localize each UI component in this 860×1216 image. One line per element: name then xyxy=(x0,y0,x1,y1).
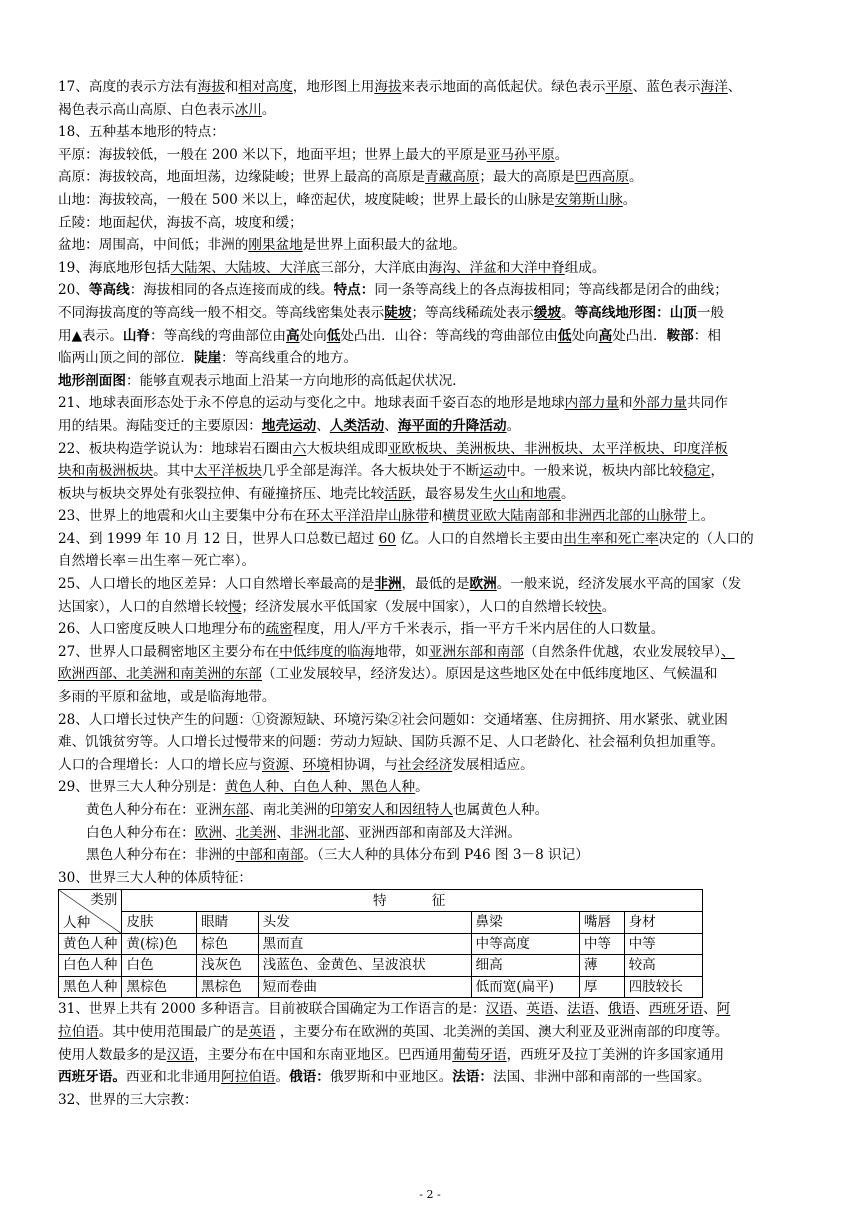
text-line xyxy=(58,1021,803,1044)
underlined-term: 中低纬度的临海 xyxy=(279,643,375,660)
text-line xyxy=(58,1066,803,1089)
text-segment: 决定的（人口的 xyxy=(658,530,754,547)
text-segment: 丘陵：地面起伏，海拔不高，坡度和缓； xyxy=(58,214,303,231)
underlined-term: 地壳运动 xyxy=(261,417,317,434)
text-line xyxy=(58,641,803,664)
text-line xyxy=(58,505,803,528)
underlined-term: 印第安人和因纽特人 xyxy=(330,802,454,818)
text-line xyxy=(58,99,803,122)
text-segment: 、 xyxy=(316,417,330,434)
underlined-term: 运动 xyxy=(479,463,507,480)
text-segment: 、南北美洲的 xyxy=(249,802,331,818)
text-segment: 发展相适应。 xyxy=(452,756,534,773)
table-cell: 低而宽(扁平) xyxy=(471,976,579,998)
corner-bottom-label: 人种 xyxy=(63,914,91,931)
underlined-term: 亚马孙平原 xyxy=(486,146,555,163)
text-line xyxy=(58,325,803,348)
table-cell: 黑棕色 xyxy=(197,976,259,998)
underlined-term: 低 xyxy=(557,327,572,344)
text-segment: 处凸出． xyxy=(612,327,667,344)
underlined-term: 亚洲东部和南部 xyxy=(428,643,524,660)
text-segment: 20、 xyxy=(58,282,89,299)
text-line xyxy=(58,867,803,890)
text-line xyxy=(58,234,803,257)
text-segment: 30、世界三大人种的体质特征： xyxy=(58,869,253,886)
text-segment: 。 xyxy=(554,146,569,163)
text-segment: 不同海拔高度的等高线一般不相交。等高线密集处表示 xyxy=(58,304,385,321)
underlined-term: 阿 xyxy=(716,1001,731,1018)
underlined-term: 块和南极洲板块 xyxy=(58,463,154,480)
text-segment: ：能够直观表示地面上沿某一方向地形的高低起伏状况． xyxy=(125,372,466,389)
text-line xyxy=(58,415,803,438)
text-segment: 、 xyxy=(289,756,303,773)
page-number: - 2 - xyxy=(419,1188,441,1201)
text-line xyxy=(58,731,803,754)
underlined-term: 出生率和死亡率 xyxy=(563,530,659,547)
text-segment: 一般 xyxy=(696,304,725,321)
underlined-term: 人类活动 xyxy=(329,417,385,434)
underlined-term: 北美洲 xyxy=(235,824,277,841)
text-segment: 、 xyxy=(276,824,290,841)
text-segment: 地带，如 xyxy=(374,643,429,660)
text-segment: 板块与板块交界处有张裂拉伸、有碰撞挤压、地壳比较 xyxy=(58,485,385,502)
underlined-term: 横贯亚欧大陆南部和非洲西北部的山脉带 xyxy=(442,508,688,525)
table-row xyxy=(59,933,703,955)
race-traits-table xyxy=(58,889,703,998)
text-segment: 。 xyxy=(628,169,643,186)
table-row-header: 白色人种 xyxy=(59,955,122,977)
text-segment: 19、海底地形包括 xyxy=(58,259,171,276)
text-segment: 24、到 1999 年 10 月 12 日，世界人口总数已超过 xyxy=(58,530,379,547)
text-line xyxy=(58,799,803,822)
table-cell: 中等 xyxy=(579,933,624,955)
underlined-term: 青藏高原 xyxy=(425,169,480,186)
text-segment: 褐色表示高山高原、白色表示 xyxy=(58,101,235,118)
text-segment: 相协调，与 xyxy=(329,756,398,773)
text-line xyxy=(58,998,803,1021)
table-column-header: 鼻梁 xyxy=(471,911,579,933)
table-cell: 棕色 xyxy=(197,933,259,955)
underlined-term: 环太平洋沿岸山脉带 xyxy=(306,508,429,525)
underlined-term: 欧洲 xyxy=(469,576,497,593)
underlined-term: 西班牙语 xyxy=(648,1001,704,1018)
text-segment: 、亚洲西部和南部及大洋洲。 xyxy=(344,824,521,841)
text-segment: ，最低的是 xyxy=(401,576,470,593)
text-segment: 25、人口增长的地区差异：人口自然增长率最高的是 xyxy=(58,576,375,593)
text-block-after-table xyxy=(58,998,803,1111)
underlined-term: 海拔 xyxy=(197,79,225,95)
underlined-term: 社会经济 xyxy=(397,756,453,773)
text-segment: 白色人种分布在： xyxy=(86,824,195,841)
text-segment: 。 xyxy=(496,576,511,593)
underlined-term: 六 xyxy=(292,440,307,457)
underlined-term: 陡坡 xyxy=(384,304,412,321)
underlined-term: 资源 xyxy=(261,756,290,773)
underlined-term: 欧洲西部、北美洲和南美洲的东部 xyxy=(58,666,262,683)
text-segment: 来表示地面的高低起伏。绿色表示 xyxy=(401,79,606,95)
underlined-term: 海拔 xyxy=(374,79,402,95)
text-line xyxy=(58,573,803,596)
text-segment: 法国、非洲中部和南部的一些国家。 xyxy=(493,1069,711,1086)
text-segment: 22、板块构造学说认为：地球岩石圈由 xyxy=(58,440,293,457)
text-line xyxy=(58,1044,803,1067)
text-segment: ；经济发展水平低国家（发展中国家），人口的自然增长较 xyxy=(241,598,589,615)
text-segment: 亿。人口的自然增长主要由 xyxy=(395,530,564,547)
table-cell: 黑而直 xyxy=(258,933,471,955)
text-segment: 中。一般来说，板块内部比较 xyxy=(506,463,684,480)
text-segment: ， xyxy=(710,463,725,480)
bold-term: 陡崖 xyxy=(193,350,222,367)
text-segment: ，西班牙及拉丁美洲的许多国家通用 xyxy=(506,1046,725,1063)
text-segment: 处向 xyxy=(571,327,599,344)
underlined-term: 非洲 xyxy=(374,576,402,593)
underlined-term: 亚欧板块、美洲板块、非洲板块、太平洋板块、印度洋板 xyxy=(387,440,728,457)
text-segment: 也属黄色人种。 xyxy=(453,802,549,818)
text-segment: （自然条件优越，农业发展较早） xyxy=(523,643,721,660)
text-line xyxy=(58,483,803,506)
text-segment: 一般来说，经济发展水平高的国家（发 xyxy=(510,576,742,593)
text-segment: 和 xyxy=(224,79,239,95)
text-segment: 盆地：周围高，中间低；非洲的 xyxy=(58,237,249,254)
text-line xyxy=(58,279,803,302)
underlined-term: 慢 xyxy=(227,598,242,615)
text-segment: 和 xyxy=(619,395,633,412)
table-cell: 中等高度 xyxy=(471,933,579,955)
underlined-term: 非洲北部 xyxy=(289,824,345,841)
text-segment: 。 xyxy=(560,485,575,502)
table-cell: 细高 xyxy=(471,955,579,977)
underlined-term: 巴西高原 xyxy=(574,169,629,186)
underlined-term: 大陆架、大陆坡、大洋底 xyxy=(170,259,320,276)
text-segment: 平原：海拔较低，一般在 200 米以下，地面平坦；世界上最大的平原是 xyxy=(58,146,487,163)
text-line xyxy=(58,438,803,461)
underlined-term: 刚果盆地 xyxy=(248,237,303,254)
text-segment: ：等高线重合的地方。 xyxy=(221,350,358,367)
underlined-term: 法语 xyxy=(567,1001,595,1018)
text-line xyxy=(58,822,803,845)
underlined-term: 英语 xyxy=(248,1023,276,1040)
underlined-term: 太平洋板块 xyxy=(193,463,262,480)
text-segment: 大板块组成即 xyxy=(306,440,388,457)
underlined-term: 阿拉伯语 xyxy=(221,1069,276,1086)
text-segment: 临两山顶之间的部位． xyxy=(58,350,194,367)
table-subheader-row xyxy=(59,911,703,933)
text-segment: ，地形图上用 xyxy=(292,79,375,95)
underlined-term: 俄语 xyxy=(607,1001,636,1018)
underlined-term: 英语 xyxy=(526,1001,554,1018)
bold-term: 地形剖面图 xyxy=(58,372,126,389)
document-page xyxy=(58,76,803,1111)
text-segment: 31、世界上共有 2000 多种语言。目前被联合国确定为工作语言的是： xyxy=(58,1001,486,1018)
text-line xyxy=(58,121,803,144)
text-line xyxy=(58,189,803,212)
table-cell: 短而卷曲 xyxy=(258,976,471,998)
text-segment: 。 xyxy=(261,101,276,118)
text-line xyxy=(58,1089,803,1112)
text-segment: 。 xyxy=(560,304,575,321)
text-segment: 。（三大人种的具体分布到 P46 图 3－8 识记） xyxy=(303,847,589,864)
text-segment: 、蓝色表示 xyxy=(632,79,701,95)
bold-term: 等高线地形图：山顶 xyxy=(574,304,697,321)
text-segment: 使用人数最多的是 xyxy=(58,1046,167,1063)
underlined-term: 疏密 xyxy=(265,621,293,638)
underlined-term: 冰川 xyxy=(234,101,262,118)
table-row-header: 黄色人种 xyxy=(59,933,122,955)
text-line xyxy=(58,596,803,619)
text-line xyxy=(58,212,803,235)
text-segment: 。 xyxy=(622,191,637,208)
underlined-term: 火山和地震 xyxy=(493,485,561,502)
underlined-term: 高 xyxy=(598,327,613,344)
text-segment: 黑色人种分布在：非洲的 xyxy=(86,847,236,864)
text-segment: 处凸出．山谷：等高线的弯曲部位由 xyxy=(340,327,558,344)
underlined-term: 中部和南部 xyxy=(235,847,304,864)
underlined-term: 内部力量 xyxy=(564,395,620,412)
text-line xyxy=(58,844,803,867)
bold-term: 西班牙语。 xyxy=(58,1069,126,1086)
underlined-term: 海沟、洋盆和大洋中脊 xyxy=(428,259,565,276)
text-segment: 。 xyxy=(415,779,429,796)
table-cell: 白色 xyxy=(122,955,197,977)
corner-top-label: 类别 xyxy=(90,892,118,909)
text-segment: 黄色人种分布在：亚洲 xyxy=(86,802,222,818)
text-line xyxy=(58,392,803,415)
text-segment: 西亚和北非通用 xyxy=(125,1069,222,1086)
text-segment: 用▲表示。 xyxy=(58,327,123,344)
table-column-header: 头发 xyxy=(258,911,471,933)
underlined-term: 环境 xyxy=(302,756,330,773)
underlined-term: 低 xyxy=(326,327,341,344)
text-segment: 程度，用人/平方千米表示，指一平方千米内居住的人口数量。 xyxy=(292,621,665,638)
text-segment: （工业发展较早，经济发达）。原因是这些地区处在中低纬度地区、气候温和 xyxy=(261,666,718,683)
text-segment: 18、五种基本地形的特点： xyxy=(58,124,225,141)
underlined-term: 活跃 xyxy=(384,485,412,502)
text-segment: ，最容易发生 xyxy=(411,485,493,502)
text-segment: 三部分，大洋底由 xyxy=(320,259,429,276)
text-segment: 自然增长率＝出生率－死亡率）。 xyxy=(58,553,256,570)
text-segment: ：等高线的弯曲部位由 xyxy=(150,327,286,344)
table-cell: 四肢较长 xyxy=(624,976,702,998)
table-cell: 中等 xyxy=(624,933,702,955)
text-segment: 26、人口密度反映人口地理分布的 xyxy=(58,621,266,638)
text-line xyxy=(58,257,803,280)
text-line xyxy=(58,528,803,551)
table-cell: 黄(棕)色 xyxy=(122,933,197,955)
text-segment: 山地：海拔较高，一般在 500 米以上，峰峦起伏，坡度陡峻；世界上最长的山脉是 xyxy=(58,191,555,208)
text-segment: 32、世界的三大宗教： xyxy=(58,1091,198,1108)
text-segment: 、 xyxy=(727,79,742,95)
table-cell: 浅蓝色、金黄色、呈波浪状 xyxy=(258,955,471,977)
text-segment: 23、世界上的地震和火山主要集中分布在 xyxy=(58,508,307,525)
underlined-term: 安第斯山脉 xyxy=(554,191,623,208)
text-line xyxy=(58,776,803,799)
text-segment: 俄罗斯和中亚地区。 xyxy=(329,1069,453,1086)
table-row xyxy=(59,955,703,977)
text-line xyxy=(58,302,803,325)
text-segment: 同一条等高线上的各点海拔相同；等高线都是闭合的曲线； xyxy=(374,282,728,299)
table-group-header: 特 征 xyxy=(122,890,703,912)
bold-term: 法语： xyxy=(452,1069,493,1086)
text-segment: ：海拔相同的各点连接而成的线。 xyxy=(129,282,334,299)
text-segment: 27、世界人口最稠密地区主要分布在 xyxy=(58,643,280,660)
text-segment: 、 xyxy=(703,1001,717,1018)
table-column-header: 嘴唇 xyxy=(579,911,624,933)
bold-term: 鞍部 xyxy=(666,327,694,344)
table-cell: 较高 xyxy=(624,955,702,977)
text-segment: ，主要分布在中国和东南亚地区。巴西通用 xyxy=(193,1046,453,1063)
underlined-term: 海洋 xyxy=(700,79,728,95)
text-segment: 多雨的平原和盆地，或是临海地带。 xyxy=(58,689,276,706)
underlined-term: 快 xyxy=(588,598,602,615)
underlined-term: 海平面的升降活动 xyxy=(397,417,507,434)
text-segment: ；最大的高原是 xyxy=(479,169,575,186)
text-line xyxy=(58,709,803,732)
underlined-term: 东部 xyxy=(221,802,250,818)
text-line xyxy=(58,686,803,709)
text-segment: 。其中 xyxy=(153,463,194,480)
text-line xyxy=(58,76,803,99)
text-line xyxy=(58,166,803,189)
text-segment: 难、饥饿贫穷等。人口增长过慢带来的问题：劳动力短缺、国防兵源不足、人口老龄化、社会福利负担加重等。 xyxy=(58,734,725,751)
text-segment: 21、地球表面形态处于永不停息的运动与变化之中。地球表面千姿百态的地形是地球 xyxy=(58,395,565,412)
text-segment: 几乎全部是海洋。各大板块处于不断 xyxy=(261,463,480,480)
underlined-term: 汉语 xyxy=(485,1001,513,1018)
table-column-header: 身材 xyxy=(624,911,702,933)
text-segment: ：相 xyxy=(693,327,721,344)
text-segment: 用的结果。海陆变迁的主要原因： xyxy=(58,417,262,434)
table-cell: 厚 xyxy=(579,976,624,998)
text-segment: 。 xyxy=(275,1069,290,1086)
underlined-term: 葡萄牙语 xyxy=(452,1046,507,1063)
text-segment: 处向 xyxy=(299,327,327,344)
text-block-before-table xyxy=(58,76,803,889)
underlined-term: 外部力量 xyxy=(632,395,688,412)
text-line xyxy=(58,618,803,641)
table-corner-cell xyxy=(59,890,122,933)
text-segment: 17、高度的表示方法有 xyxy=(58,79,198,95)
text-segment: 人口的合理增长：人口的增长应与 xyxy=(58,756,262,773)
table-row xyxy=(59,976,703,998)
table-cell: 黑棕色 xyxy=(122,976,197,998)
text-segment: 上。 xyxy=(687,508,715,525)
table-cell: 浅灰色 xyxy=(197,955,259,977)
text-line xyxy=(58,144,803,167)
underlined-term: 汉语 xyxy=(166,1046,194,1063)
text-segment: 29、世界三大人种分别是： xyxy=(58,779,225,796)
underlined-term: 黄色人种、白色人种、黑色人种 xyxy=(224,779,416,796)
text-segment: 。 xyxy=(506,417,521,434)
table-row-header: 黑色人种 xyxy=(59,976,122,998)
underlined-term: 相对高度 xyxy=(238,79,293,95)
underlined-term: 平原 xyxy=(605,79,633,95)
text-segment: 共同作 xyxy=(687,395,728,412)
underlined-term: 高 xyxy=(285,327,300,344)
bold-term: 俄语： xyxy=(289,1069,330,1086)
table-header-row xyxy=(59,890,703,912)
text-segment: 、 xyxy=(553,1001,568,1018)
bold-term: 山脊 xyxy=(122,327,151,344)
underlined-term: 、 xyxy=(721,643,735,660)
table-cell: 薄 xyxy=(579,955,624,977)
text-line xyxy=(58,370,803,393)
underlined-term: 欧洲 xyxy=(194,824,222,841)
underlined-term: 缓坡 xyxy=(533,304,561,321)
text-segment: 是世界上面积最大的盆地。 xyxy=(302,237,466,254)
text-line xyxy=(58,663,803,686)
text-segment: 、 xyxy=(221,824,236,841)
text-segment: 28、人口增长过快产生的问题：①资源短缺、环境污染②社会问题如：交通堵塞、住房拥挤、用水紧张、就业困 xyxy=(58,711,728,728)
table-column-header: 眼睛 xyxy=(197,911,259,933)
text-line xyxy=(58,347,803,370)
text-segment: ，主要分布在欧洲的英国、北美洲的美国、澳大利亚及亚洲南部的印度等。 xyxy=(275,1023,729,1040)
underlined-term: 拉伯语 xyxy=(58,1023,99,1040)
text-segment: 和 xyxy=(428,508,443,525)
text-line xyxy=(58,550,803,573)
text-segment: 达国家），人口的自然增长较 xyxy=(58,598,228,615)
text-segment: 高原：海拔较高，地面坦荡，边缘陡峻；世界上最高的高原是 xyxy=(58,169,426,186)
text-segment: 组成。 xyxy=(564,259,606,276)
bold-term: 特点： xyxy=(333,282,375,299)
bold-term: 等高线 xyxy=(88,282,130,299)
text-segment: ；等高线稀疏处表示 xyxy=(411,304,534,321)
text-line xyxy=(58,460,803,483)
text-line xyxy=(58,754,803,777)
text-segment: 、 xyxy=(512,1001,527,1018)
underlined-term: 稳定 xyxy=(683,463,711,480)
text-segment: 、 xyxy=(384,417,398,434)
text-segment: 。 xyxy=(601,598,616,615)
text-segment: 、 xyxy=(635,1001,649,1018)
text-segment: 。其中使用范围最广的是 xyxy=(98,1023,249,1040)
underlined-term: 60 xyxy=(378,530,396,547)
text-segment: 、 xyxy=(594,1001,608,1018)
table-column-header: 皮肤 xyxy=(122,911,197,933)
